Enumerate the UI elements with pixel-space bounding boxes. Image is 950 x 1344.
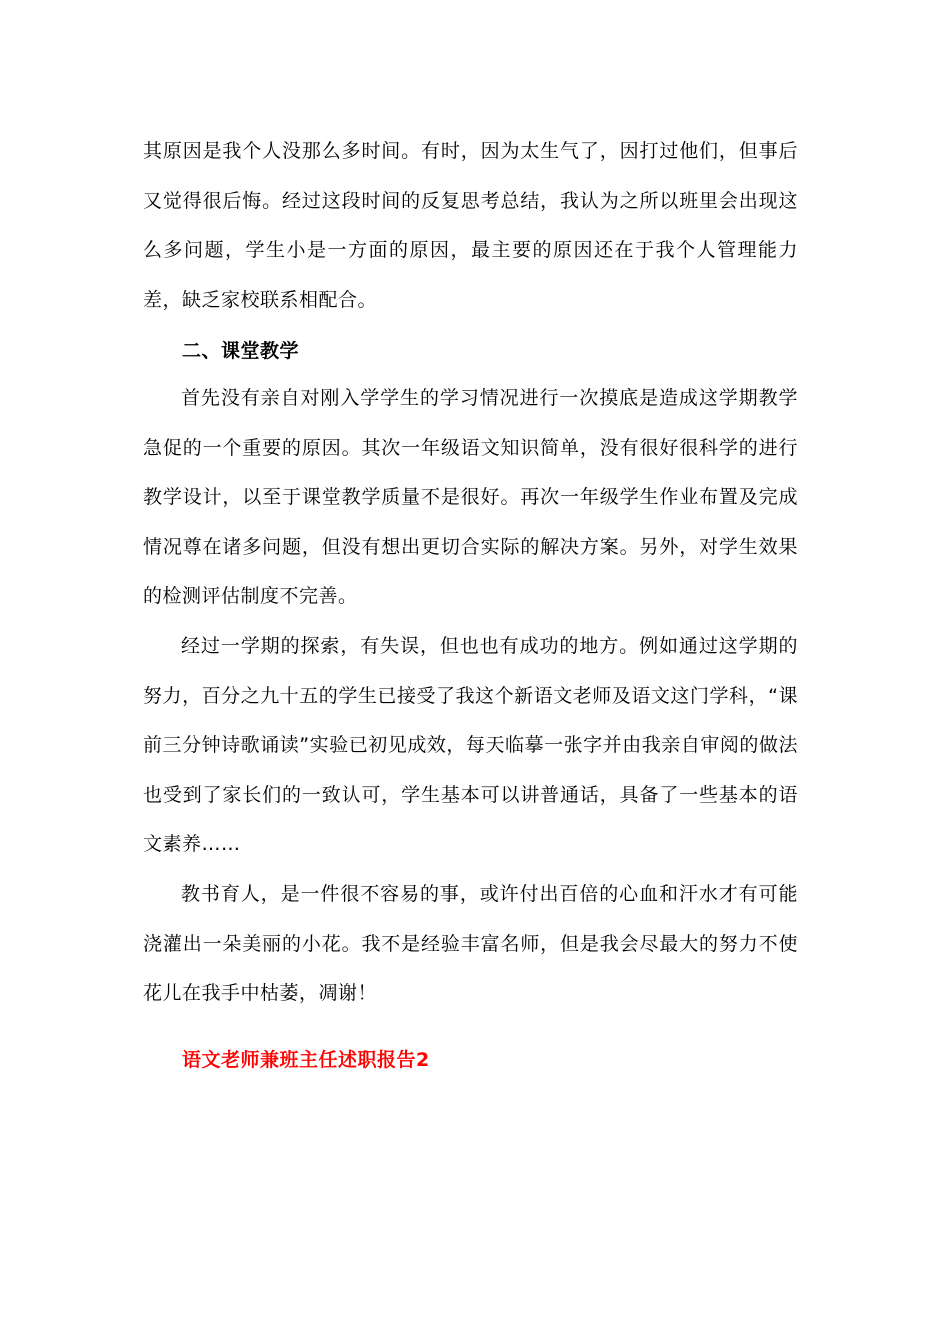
report-title: 语文老师兼班主任述职报告2 [182, 1049, 430, 1071]
paragraph-achievements: 经过一学期的探索，有失误，但也也有成功的地方。例如通过这学期的努力，百分之九十五的学生已接受了我这个新语文老师及语文这门学科，“课前三分钟诗歌诵读”实验已初见成效，每天临摹一张字并由我亲自审阅的做法也受到了家长们的一致认可，学生基本可以讲普通话，具备了一些基本的语文素养…… [143, 635, 798, 855]
section-heading-classroom-teaching: 二、课堂教学 [182, 340, 300, 362]
paragraph-teaching-problems: 首先没有亲自对刚入学学生的学习情况进行一次摸底是造成这学期教学急促的一个重要的原因。其次一年级语文知识简单，没有很好很科学的进行教学设计，以至于课堂教学质量不是很好。再次一年级学生作业布置及完成情况尊在诸多问题，但没有想出更切合实际的解决方案。另外，对学生效果的检测评估制度不完善。 [143, 387, 798, 607]
paragraph-conclusion: 教书育人，是一件很不容易的事，或许付出百倍的心血和汗水才有可能浇灌出一朵美丽的小花。我不是经验丰富名师，但是我会尽最大的努力不使花儿在我手中枯萎，凋谢！ [143, 883, 798, 1004]
paragraph-continued: 其原因是我个人没那么多时间。有时，因为太生气了，因打过他们，但事后又觉得很后悔。经过这段时间的反复思考总结，我认为之所以班里会出现这么多问题，学生小是一方面的原因，最主要的原因还在于我个人管理能力差，缺乏家校联系相配合。 [143, 140, 798, 311]
